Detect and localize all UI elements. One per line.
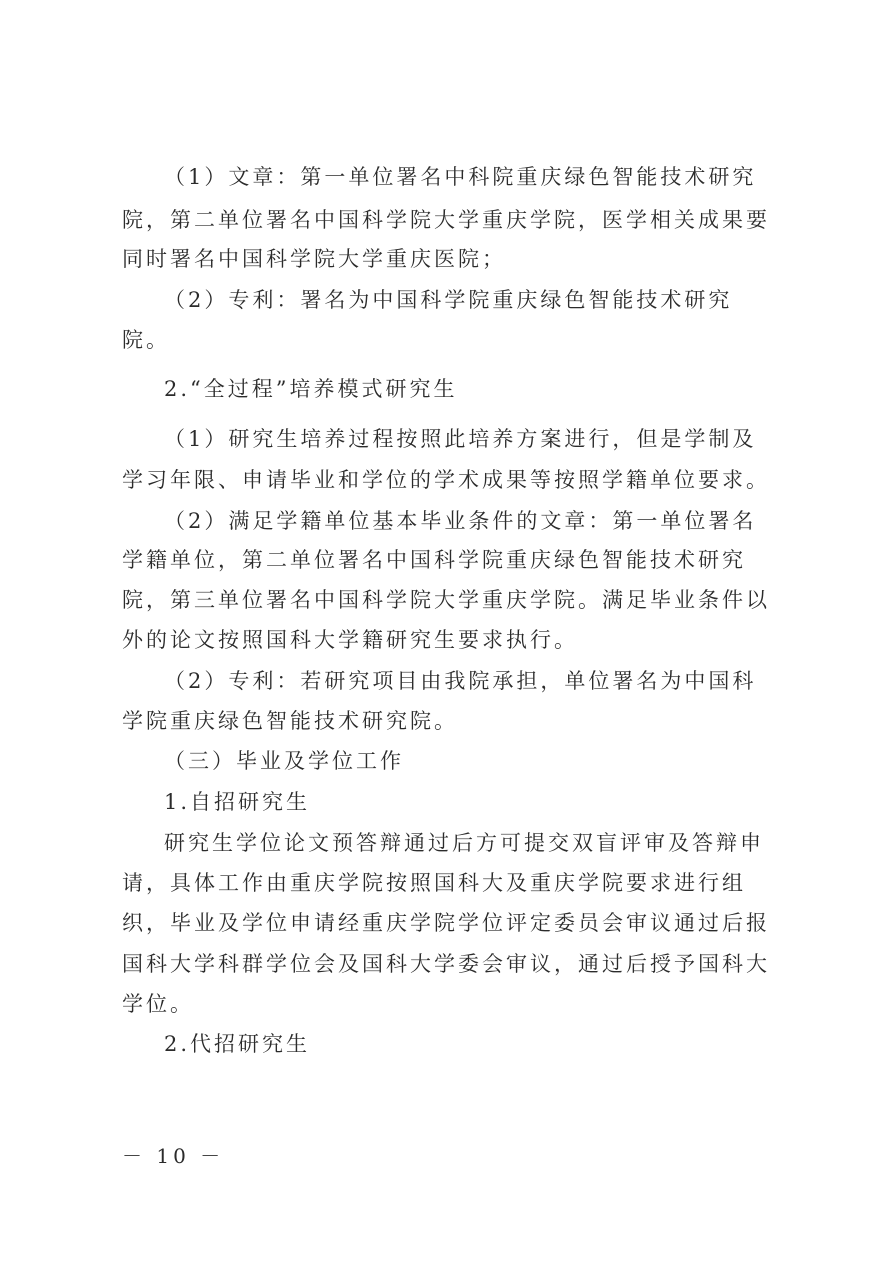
text-line: 研究生学位论文预答辩通过后方可提交双盲评审及答辩申 [164,831,764,855]
text-line: 院。 [122,328,170,352]
text-line: 学院重庆绿色智能技术研究院。 [122,709,458,733]
text-line: （1）研究生培养过程按照此培养方案进行，但是学制及 [164,427,757,451]
text-line: 院，第三单位署名中国科学院大学重庆学院。满足毕业条件以 [122,588,770,612]
section-heading: 2.“全过程”培养模式研究生 [164,377,458,401]
subsection-heading: 1.自招研究生 [164,790,311,814]
text-line: （2）专利：若研究项目由我院承担，单位署名为中国科 [164,669,757,693]
subsection-heading: 2.代招研究生 [164,1032,311,1056]
text-line: 院，第二单位署名中国科学院大学重庆学院，医学相关成果要 [122,208,770,232]
text-line: 学籍单位，第二单位署名中国科学院重庆绿色智能技术研究 [122,548,746,572]
section-heading: （三）毕业及学位工作 [164,749,404,773]
text-line: 同时署名中国科学院大学重庆医院； [122,247,506,271]
text-line: （2）专利：署名为中国科学院重庆绿色智能技术研究 [164,288,733,312]
text-line: （2）满足学籍单位基本毕业条件的文章：第一单位署名 [164,509,757,533]
text-line: 学位。 [122,992,194,1016]
text-line: 国科大学科群学位会及国科大学委会审议，通过后授予国科大 [122,952,770,976]
text-line: （1）文章：第一单位署名中科院重庆绿色智能技术研究 [164,165,757,189]
page-number: － 10 － [122,1144,225,1168]
text-line: 学习年限、申请毕业和学位的学术成果等按照学籍单位要求。 [122,468,770,492]
text-line: 外的论文按照国科大学籍研究生要求执行。 [122,628,578,652]
text-line: 织，毕业及学位申请经重庆学院学位评定委员会审议通过后报 [122,911,770,935]
text-line: 请，具体工作由重庆学院按照国科大及重庆学院要求进行组 [122,871,746,895]
